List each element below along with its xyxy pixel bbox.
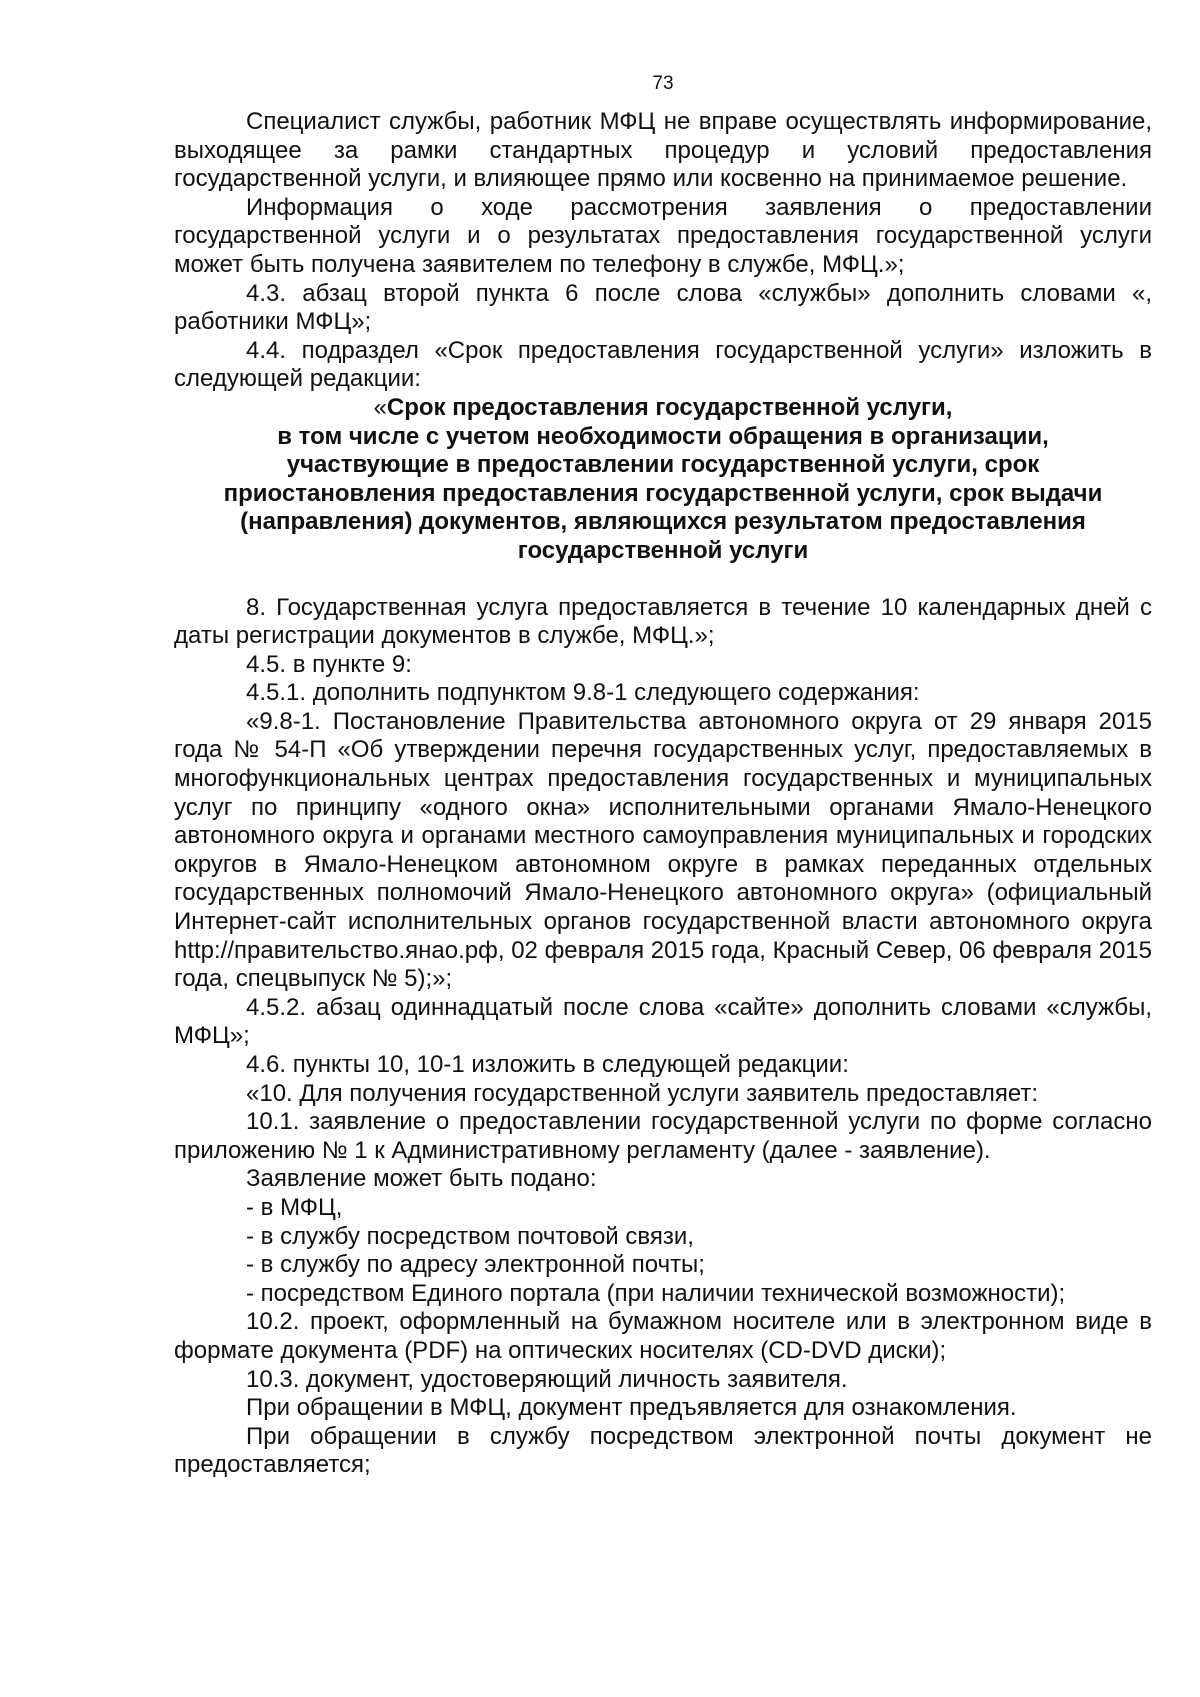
paragraph: 4.5. в пункте 9: <box>246 650 412 678</box>
heading-line: (направления) документов, являющихся результатом предоставления <box>240 508 1086 536</box>
paragraph: «10. Для получения государственной услуги заявитель предоставляет: <box>246 1079 1039 1107</box>
list-item: - в службу по адресу электронной почты; <box>246 1251 705 1279</box>
list-item: - в МФЦ, <box>246 1193 343 1221</box>
paragraph: При обращении в МФЦ, документ предъявляется для ознакомления. <box>246 1394 1017 1422</box>
heading-line: приостановления предоставления государственной услуги, срок выдачи <box>223 479 1103 507</box>
heading-line: участвующие в предоставлении государственной услуги, срок <box>286 451 1040 479</box>
spacer <box>174 566 1152 594</box>
heading-line: государственной услуги <box>517 536 809 564</box>
paragraph: Заявление может быть подано: <box>246 1165 597 1193</box>
paragraph: 4.4. подраздел «Срок предоставления государственной услуги» изложить в следующей редакции: <box>174 336 1152 393</box>
heading-open-quote: « <box>373 393 387 421</box>
list-item: - в службу посредством почтовой связи, <box>246 1222 694 1250</box>
paragraph: При обращении в службу посредством электронной почты документ не предоставляется; <box>174 1422 1152 1479</box>
main-section <box>174 594 1152 1480</box>
heading-line-text: Срок предоставления государственной услуги, <box>386 393 953 421</box>
paragraph: Специалист службы, работник МФЦ не вправе осуществлять информирование, выходящее за рамки стандартных процедур и условий предоставления государственной услуги, и влияющее прямо или косвенно на принимаемое решение. <box>174 108 1152 193</box>
paragraph: Информация о ходе рассмотрения заявления о предоставлении государственной услуги и о результатах предоставления государственной услуги может быть получена заявителем по телефону в службе, МФЦ.»; <box>174 193 1152 278</box>
paragraph: 10.1. заявление о предоставлении государственной услуги по форме согласно приложению № 1 к Административному регламенту (далее - заявление). <box>174 1108 1152 1164</box>
list-item: - посредством Единого портала (при наличии технической возможности); <box>246 1279 1066 1307</box>
paragraph: 10.3. документ, удостоверяющий личность заявителя. <box>246 1365 848 1393</box>
heading-line <box>174 394 1152 423</box>
paragraph: 4.5.1. дополнить подпунктом 9.8-1 следующего содержания: <box>246 679 920 707</box>
intro-section <box>174 108 1152 394</box>
page-number: 73 <box>652 73 674 94</box>
heading-line: в том числе с учетом необходимости обращения в организации, <box>277 422 1049 450</box>
paragraph: 4.5.2. абзац одиннадцатый после слова «сайте» дополнить словами «службы, МФЦ»; <box>174 993 1152 1050</box>
paragraph: «9.8-1. Постановление Правительства автономного округа от 29 января 2015 года № 54-П «Об утверждении перечня государственных услуг, предоставляемых в многофункциональных центрах предоставления государственных и муниципальных услуг по принципу «одного окна» исполнительными органами Ямало-Ненецкого автономного округа и органами местного самоуправления муниципальных и городских округов в Ямало-Ненецком автономном округе в рамках переданных отдельных государственных полномочий Ямало-Ненецкого автономного округа» (официальный Интернет-сайт исполнительных органов государственной власти автономного округа http://правительство.янао.рф, 02 февраля 2015 года, Красный Север, 06 февраля 2015 года, спецвыпуск № 5);»; <box>174 707 1152 993</box>
section-heading <box>174 394 1152 566</box>
paragraph: 8. Государственная услуга предоставляется в течение 10 календарных дней с даты регистрации документов в службе, МФЦ.»; <box>174 593 1152 650</box>
paragraph: 4.6. пункты 10, 10-1 изложить в следующей редакции: <box>246 1051 849 1078</box>
paragraph: 4.3. абзац второй пункта 6 после слова «службы» дополнить словами «, работники МФЦ»; <box>174 279 1152 336</box>
paragraph: 10.2. проект, оформленный на бумажном носителе или в электронном виде в формате документа (PDF) на оптических носителях (CD-DVD диски); <box>174 1308 1152 1364</box>
